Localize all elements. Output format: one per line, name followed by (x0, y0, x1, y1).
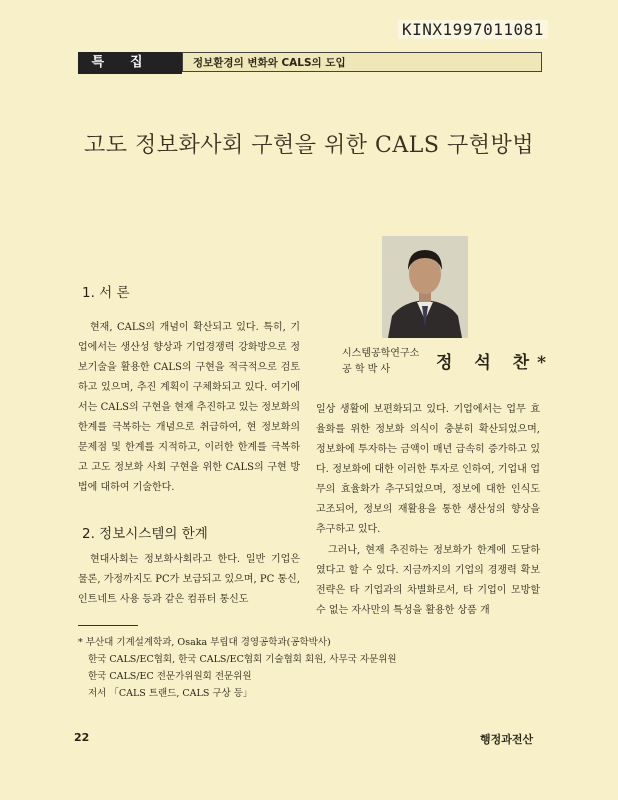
journal-name: 행정과전산 (480, 733, 534, 746)
footnote-line: 한국 CALS/EC협회, 한국 CALS/EC협회 기술협회 회원, 사무국 자문위원 (88, 654, 397, 665)
paragraph-right-1: 일상 생활에 보편화되고 있다. 기업에서는 업무 효율화를 위한 정보화 의식이 충분히 확산되었으며, 정보화에 투자하는 금액이 매년 급속히 증가하고 있다. 정보화에 대한 이러한 투자로 인하여, 기업내 업무의 효율화가 추구되었으며, 정보에 대한 인식도 고조되어, 정보의 재활용을 통한 생산성의 향상을 추구하고 있다. (316, 404, 540, 535)
paragraph-intro: 현재, CALS의 개념이 확산되고 있다. 특히, 기업에서는 생산성 향상과 기업경쟁력 강화방으로 정보기술을 활용한 CALS의 구현을 적극적으로 검토하고 있으며, 추진 계획이 구체화되고 있다. 여기에서는 CALS의 구현을 현재 추진하고 있는 정보화의 한계를 극복하는 개념으로 취급하여, 현 정보화의 문제점 및 한계를 지적하고, 이러한 한계를 극복하고 고도 정보화 사회 구현을 위한 CALS의 구현 방법에 대하여 기술한다. (78, 322, 300, 493)
footnote-line: 한국 CALS/EC 전문가위원회 전문위원 (88, 671, 252, 682)
affiliation-degree: 공 학 박 사 (342, 364, 391, 375)
author-name: 정 석 찬* (436, 353, 554, 373)
section-heading-2: 2. 정보시스템의 한계 (82, 526, 208, 542)
footnote-line: 저서 「CALS 트랜드, CALS 구상 등」 (88, 688, 253, 699)
footnote-rule (78, 625, 138, 626)
author-affiliation (342, 346, 419, 378)
paragraph-section2: 현대사회는 정보화사회라고 한다. 일반 기업은 물론, 가정까지도 PC가 보급되고 있으며, PC 통신, 인트네트 사용 등과 같은 컴퓨터 통신도 (78, 554, 300, 605)
footnote-line: * 부산대 기계설계학과, Osaka 부립대 경영공학과(공학박사) (78, 637, 331, 648)
series-tag: 특집 (78, 52, 182, 74)
author-photo (382, 236, 468, 338)
series-subject: 정보환경의 변화와 CALS의 도입 (182, 52, 542, 72)
document-id: KINX1997011081 (398, 20, 548, 39)
page-number: 22 (74, 731, 90, 744)
footnote (78, 634, 397, 702)
series-header (78, 52, 544, 74)
article-title: 고도 정보화사회 구현을 위한 CALS 구현방법 (84, 133, 534, 158)
section-heading-intro: 1. 서 론 (82, 285, 130, 301)
paragraph-right-2: 그러나, 현재 추진하는 정보화가 한계에 도달하였다고 할 수 있다. 지금까지의 기업의 경쟁력 확보 전략은 타 기업과의 차별화로서, 타 기업이 모방할 수 없는 자사만의 특성을 활용한 상품 개 (316, 545, 540, 616)
affiliation-org: 시스템공학연구소 (342, 348, 420, 359)
